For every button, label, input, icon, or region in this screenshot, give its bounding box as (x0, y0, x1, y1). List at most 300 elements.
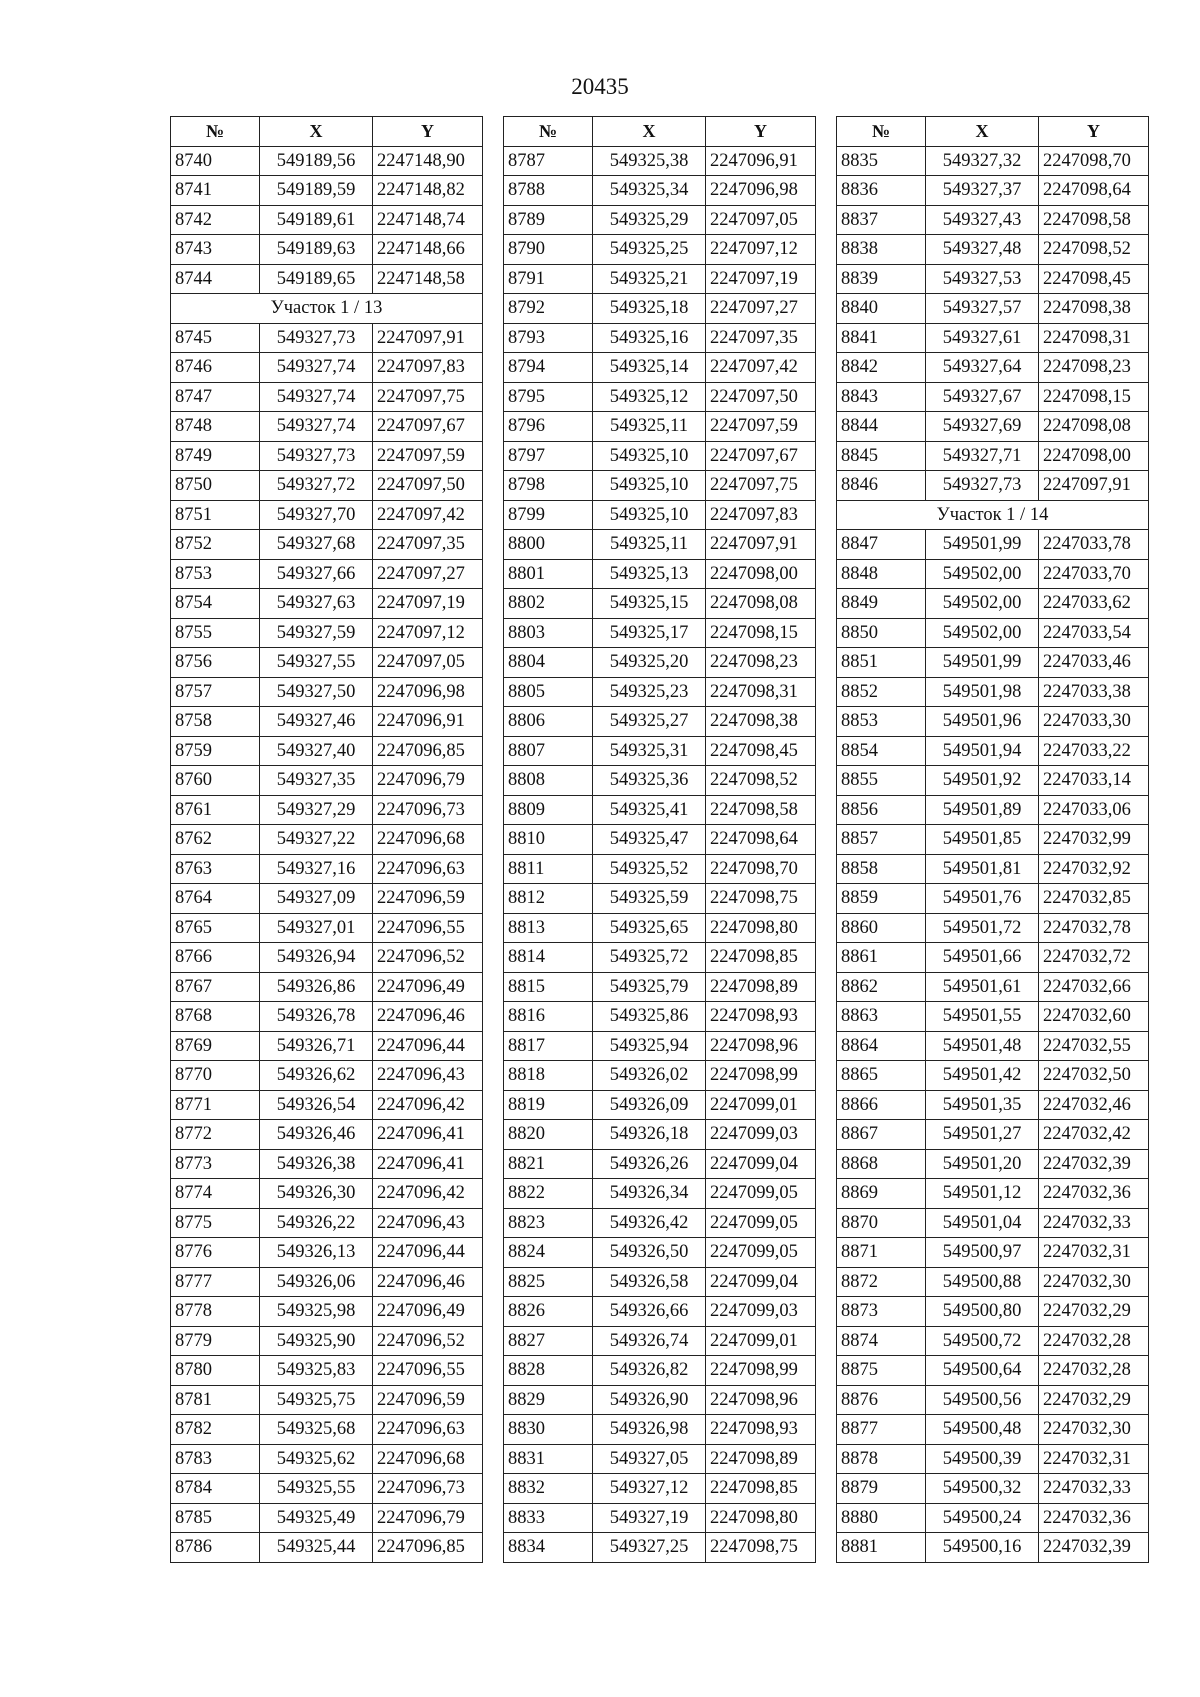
x-coordinate: 549325,12 (593, 382, 706, 412)
x-coordinate: 549325,90 (260, 1326, 373, 1356)
point-number: 8855 (837, 766, 926, 796)
x-coordinate: 549502,00 (926, 589, 1039, 619)
point-number: 8860 (837, 913, 926, 943)
x-coordinate: 549501,76 (926, 884, 1039, 914)
y-coordinate: 2247096,91 (373, 707, 483, 737)
table-row (504, 530, 816, 560)
y-coordinate: 2247032,33 (1039, 1474, 1149, 1504)
point-number: 8844 (837, 412, 926, 442)
table-row (504, 1356, 816, 1386)
table-row (171, 441, 483, 471)
table-row (837, 205, 1149, 235)
y-coordinate: 2247098,75 (706, 884, 816, 914)
table-row (837, 1356, 1149, 1386)
x-coordinate: 549327,67 (926, 382, 1039, 412)
x-coordinate: 549327,48 (926, 235, 1039, 265)
point-number: 8770 (171, 1061, 260, 1091)
table-row (171, 677, 483, 707)
x-coordinate: 549501,04 (926, 1208, 1039, 1238)
y-coordinate: 2247098,80 (706, 1503, 816, 1533)
table-row (837, 559, 1149, 589)
x-coordinate: 549325,59 (593, 884, 706, 914)
x-coordinate: 549501,72 (926, 913, 1039, 943)
header-x: X (260, 117, 373, 147)
point-number: 8816 (504, 1002, 593, 1032)
table-row (504, 884, 816, 914)
y-coordinate: 2247032,92 (1039, 854, 1149, 884)
y-coordinate: 2247099,03 (706, 1297, 816, 1327)
table-row (171, 1415, 483, 1445)
point-number: 8798 (504, 471, 593, 501)
point-number: 8759 (171, 736, 260, 766)
point-number: 8775 (171, 1208, 260, 1238)
table-row (504, 353, 816, 383)
point-number: 8742 (171, 205, 260, 235)
y-coordinate: 2247097,67 (373, 412, 483, 442)
point-number: 8869 (837, 1179, 926, 1209)
y-coordinate: 2247098,99 (706, 1061, 816, 1091)
point-number: 8782 (171, 1415, 260, 1445)
x-coordinate: 549189,56 (260, 146, 373, 176)
x-coordinate: 549502,00 (926, 618, 1039, 648)
y-coordinate: 2247096,79 (373, 1503, 483, 1533)
x-coordinate: 549326,50 (593, 1238, 706, 1268)
table-row (837, 618, 1149, 648)
point-number: 8833 (504, 1503, 593, 1533)
point-number: 8781 (171, 1385, 260, 1415)
x-coordinate: 549327,29 (260, 795, 373, 825)
y-coordinate: 2247098,00 (706, 559, 816, 589)
point-number: 8774 (171, 1179, 260, 1209)
point-number: 8753 (171, 559, 260, 589)
y-coordinate: 2247099,05 (706, 1238, 816, 1268)
y-coordinate: 2247097,35 (373, 530, 483, 560)
point-number: 8755 (171, 618, 260, 648)
x-coordinate: 549325,36 (593, 766, 706, 796)
point-number: 8777 (171, 1267, 260, 1297)
y-coordinate: 2247033,14 (1039, 766, 1149, 796)
y-coordinate: 2247032,31 (1039, 1444, 1149, 1474)
x-coordinate: 549326,09 (593, 1090, 706, 1120)
x-coordinate: 549325,20 (593, 648, 706, 678)
point-number: 8741 (171, 176, 260, 206)
x-coordinate: 549326,54 (260, 1090, 373, 1120)
point-number: 8802 (504, 589, 593, 619)
table-row (504, 913, 816, 943)
table-row (837, 1297, 1149, 1327)
point-number: 8839 (837, 264, 926, 294)
y-coordinate: 2247098,15 (706, 618, 816, 648)
x-coordinate: 549326,22 (260, 1208, 373, 1238)
x-coordinate: 549327,68 (260, 530, 373, 560)
y-coordinate: 2247032,78 (1039, 913, 1149, 943)
point-number: 8831 (504, 1444, 593, 1474)
point-number: 8764 (171, 884, 260, 914)
y-coordinate: 2247098,93 (706, 1002, 816, 1032)
point-number: 8827 (504, 1326, 593, 1356)
y-coordinate: 2247098,96 (706, 1385, 816, 1415)
table-row (837, 1444, 1149, 1474)
point-number: 8819 (504, 1090, 593, 1120)
y-coordinate: 2247096,43 (373, 1208, 483, 1238)
x-coordinate: 549326,38 (260, 1149, 373, 1179)
x-coordinate: 549327,63 (260, 589, 373, 619)
point-number: 8861 (837, 943, 926, 973)
table-row (171, 1533, 483, 1563)
point-number: 8820 (504, 1120, 593, 1150)
y-coordinate: 2247099,01 (706, 1326, 816, 1356)
y-coordinate: 2247032,30 (1039, 1415, 1149, 1445)
x-coordinate: 549326,34 (593, 1179, 706, 1209)
table-row (837, 235, 1149, 265)
x-coordinate: 549327,25 (593, 1533, 706, 1563)
x-coordinate: 549327,57 (926, 294, 1039, 324)
y-coordinate: 2247096,43 (373, 1061, 483, 1091)
point-number: 8823 (504, 1208, 593, 1238)
x-coordinate: 549326,62 (260, 1061, 373, 1091)
table-row (171, 854, 483, 884)
y-coordinate: 2247097,12 (373, 618, 483, 648)
x-coordinate: 549189,63 (260, 235, 373, 265)
y-coordinate: 2247032,36 (1039, 1179, 1149, 1209)
x-coordinate: 549501,66 (926, 943, 1039, 973)
y-coordinate: 2247033,46 (1039, 648, 1149, 678)
table-row (837, 353, 1149, 383)
table-row (837, 530, 1149, 560)
x-coordinate: 549327,61 (926, 323, 1039, 353)
y-coordinate: 2247097,50 (706, 382, 816, 412)
point-number: 8850 (837, 618, 926, 648)
y-coordinate: 2247097,19 (706, 264, 816, 294)
y-coordinate: 2247096,59 (373, 884, 483, 914)
x-coordinate: 549500,80 (926, 1297, 1039, 1327)
y-coordinate: 2247032,66 (1039, 972, 1149, 1002)
y-coordinate: 2247099,04 (706, 1267, 816, 1297)
point-number: 8811 (504, 854, 593, 884)
point-number: 8795 (504, 382, 593, 412)
table-row (171, 884, 483, 914)
y-coordinate: 2247097,75 (373, 382, 483, 412)
table-row (837, 1474, 1149, 1504)
table-row (504, 1120, 816, 1150)
y-coordinate: 2247033,54 (1039, 618, 1149, 648)
table-row (837, 176, 1149, 206)
table-row (171, 205, 483, 235)
point-number: 8878 (837, 1444, 926, 1474)
point-number: 8756 (171, 648, 260, 678)
table-row (171, 1267, 483, 1297)
y-coordinate: 2247096,41 (373, 1120, 483, 1150)
x-coordinate: 549501,98 (926, 677, 1039, 707)
y-coordinate: 2247097,12 (706, 235, 816, 265)
point-number: 8771 (171, 1090, 260, 1120)
x-coordinate: 549501,48 (926, 1031, 1039, 1061)
y-coordinate: 2247032,99 (1039, 825, 1149, 855)
x-coordinate: 549325,47 (593, 825, 706, 855)
x-coordinate: 549326,78 (260, 1002, 373, 1032)
table-row (504, 412, 816, 442)
x-coordinate: 549501,27 (926, 1120, 1039, 1150)
point-number: 8875 (837, 1356, 926, 1386)
x-coordinate: 549326,30 (260, 1179, 373, 1209)
table-row (171, 559, 483, 589)
point-number: 8776 (171, 1238, 260, 1268)
table-row (837, 766, 1149, 796)
point-number: 8760 (171, 766, 260, 796)
x-coordinate: 549501,99 (926, 530, 1039, 560)
y-coordinate: 2247033,62 (1039, 589, 1149, 619)
y-coordinate: 2247097,50 (373, 471, 483, 501)
y-coordinate: 2247096,68 (373, 825, 483, 855)
y-coordinate: 2247096,63 (373, 1415, 483, 1445)
point-number: 8873 (837, 1297, 926, 1327)
table-row (504, 1415, 816, 1445)
y-coordinate: 2247096,79 (373, 766, 483, 796)
table-row (837, 1179, 1149, 1209)
y-coordinate: 2247096,98 (706, 176, 816, 206)
x-coordinate: 549327,01 (260, 913, 373, 943)
point-number: 8841 (837, 323, 926, 353)
y-coordinate: 2247097,35 (706, 323, 816, 353)
point-number: 8790 (504, 235, 593, 265)
table-row (171, 146, 483, 176)
point-number: 8817 (504, 1031, 593, 1061)
table-row (504, 471, 816, 501)
table-row (837, 441, 1149, 471)
y-coordinate: 2247097,05 (373, 648, 483, 678)
y-coordinate: 2247032,85 (1039, 884, 1149, 914)
x-coordinate: 549326,71 (260, 1031, 373, 1061)
table-row (504, 1267, 816, 1297)
y-coordinate: 2247098,38 (1039, 294, 1149, 324)
y-coordinate: 2247098,31 (706, 677, 816, 707)
x-coordinate: 549326,42 (593, 1208, 706, 1238)
x-coordinate: 549501,85 (926, 825, 1039, 855)
x-coordinate: 549326,90 (593, 1385, 706, 1415)
point-number: 8748 (171, 412, 260, 442)
table-row (504, 323, 816, 353)
x-coordinate: 549500,24 (926, 1503, 1039, 1533)
point-number: 8847 (837, 530, 926, 560)
x-coordinate: 549326,06 (260, 1267, 373, 1297)
point-number: 8750 (171, 471, 260, 501)
x-coordinate: 549325,38 (593, 146, 706, 176)
x-coordinate: 549327,69 (926, 412, 1039, 442)
y-coordinate: 2247032,33 (1039, 1208, 1149, 1238)
point-number: 8877 (837, 1415, 926, 1445)
x-coordinate: 549325,65 (593, 913, 706, 943)
x-coordinate: 549325,16 (593, 323, 706, 353)
table-row (837, 264, 1149, 294)
point-number: 8785 (171, 1503, 260, 1533)
x-coordinate: 549326,98 (593, 1415, 706, 1445)
table-row (171, 795, 483, 825)
x-coordinate: 549327,35 (260, 766, 373, 796)
table-row (504, 176, 816, 206)
coordinates-table-2 (503, 116, 816, 1563)
point-number: 8818 (504, 1061, 593, 1091)
point-number: 8807 (504, 736, 593, 766)
x-coordinate: 549327,53 (926, 264, 1039, 294)
x-coordinate: 549327,73 (260, 323, 373, 353)
x-coordinate: 549326,46 (260, 1120, 373, 1150)
x-coordinate: 549326,02 (593, 1061, 706, 1091)
x-coordinate: 549327,09 (260, 884, 373, 914)
y-coordinate: 2247098,64 (706, 825, 816, 855)
point-number: 8867 (837, 1120, 926, 1150)
header-y: Y (373, 117, 483, 147)
point-number: 8761 (171, 795, 260, 825)
x-coordinate: 549189,61 (260, 205, 373, 235)
point-number: 8824 (504, 1238, 593, 1268)
y-coordinate: 2247098,85 (706, 1474, 816, 1504)
section-header-row (837, 500, 1149, 530)
y-coordinate: 2247097,05 (706, 205, 816, 235)
point-number: 8815 (504, 972, 593, 1002)
table-row (837, 382, 1149, 412)
y-coordinate: 2247096,49 (373, 1297, 483, 1327)
table-row (504, 1179, 816, 1209)
point-number: 8801 (504, 559, 593, 589)
x-coordinate: 549327,74 (260, 382, 373, 412)
table-row (171, 1238, 483, 1268)
table-row (837, 1503, 1149, 1533)
point-number: 8821 (504, 1149, 593, 1179)
x-coordinate: 549327,72 (260, 471, 373, 501)
x-coordinate: 549502,00 (926, 559, 1039, 589)
y-coordinate: 2247148,74 (373, 205, 483, 235)
table-row (171, 1061, 483, 1091)
x-coordinate: 549325,18 (593, 294, 706, 324)
y-coordinate: 2247097,75 (706, 471, 816, 501)
y-coordinate: 2247097,27 (373, 559, 483, 589)
point-number: 8874 (837, 1326, 926, 1356)
y-coordinate: 2247096,85 (373, 736, 483, 766)
table-row (504, 1385, 816, 1415)
point-number: 8809 (504, 795, 593, 825)
y-coordinate: 2247098,00 (1039, 441, 1149, 471)
table-row (837, 294, 1149, 324)
table-row (171, 530, 483, 560)
point-number: 8854 (837, 736, 926, 766)
y-coordinate: 2247097,91 (1039, 471, 1149, 501)
x-coordinate: 549326,86 (260, 972, 373, 1002)
y-coordinate: 2247098,15 (1039, 382, 1149, 412)
point-number: 8747 (171, 382, 260, 412)
table-row (837, 1061, 1149, 1091)
table-row (837, 1090, 1149, 1120)
table-row (837, 1238, 1149, 1268)
table-row (171, 1474, 483, 1504)
point-number: 8806 (504, 707, 593, 737)
x-coordinate: 549501,12 (926, 1179, 1039, 1209)
y-coordinate: 2247097,27 (706, 294, 816, 324)
x-coordinate: 549327,16 (260, 854, 373, 884)
x-coordinate: 549327,64 (926, 353, 1039, 383)
y-coordinate: 2247096,68 (373, 1444, 483, 1474)
y-coordinate: 2247098,89 (706, 972, 816, 1002)
table-row (171, 471, 483, 501)
table-row (837, 677, 1149, 707)
table-row (171, 766, 483, 796)
table-row (504, 1326, 816, 1356)
table-row (504, 943, 816, 973)
point-number: 8808 (504, 766, 593, 796)
x-coordinate: 549325,13 (593, 559, 706, 589)
point-number: 8853 (837, 707, 926, 737)
y-coordinate: 2247098,52 (706, 766, 816, 796)
y-coordinate: 2247098,23 (706, 648, 816, 678)
y-coordinate: 2247033,38 (1039, 677, 1149, 707)
table-row (504, 618, 816, 648)
x-coordinate: 549327,73 (260, 441, 373, 471)
header-number: № (837, 117, 926, 147)
point-number: 8862 (837, 972, 926, 1002)
x-coordinate: 549500,56 (926, 1385, 1039, 1415)
point-number: 8835 (837, 146, 926, 176)
table-row (837, 146, 1149, 176)
point-number: 8872 (837, 1267, 926, 1297)
x-coordinate: 549327,50 (260, 677, 373, 707)
x-coordinate: 549325,79 (593, 972, 706, 1002)
table-row (504, 707, 816, 737)
point-number: 8845 (837, 441, 926, 471)
y-coordinate: 2247097,91 (706, 530, 816, 560)
x-coordinate: 549325,11 (593, 530, 706, 560)
point-number: 8868 (837, 1149, 926, 1179)
table-row (171, 1444, 483, 1474)
table-row (837, 323, 1149, 353)
y-coordinate: 2247099,01 (706, 1090, 816, 1120)
table-row (504, 589, 816, 619)
point-number: 8881 (837, 1533, 926, 1563)
point-number: 8822 (504, 1179, 593, 1209)
table-row (837, 913, 1149, 943)
x-coordinate: 549326,26 (593, 1149, 706, 1179)
y-coordinate: 2247032,29 (1039, 1297, 1149, 1327)
y-coordinate: 2247096,42 (373, 1179, 483, 1209)
x-coordinate: 549325,25 (593, 235, 706, 265)
x-coordinate: 549189,65 (260, 264, 373, 294)
table-row (171, 1208, 483, 1238)
header-x: X (593, 117, 706, 147)
point-number: 8826 (504, 1297, 593, 1327)
table-row (504, 1208, 816, 1238)
y-coordinate: 2247098,38 (706, 707, 816, 737)
table-row (171, 1149, 483, 1179)
table-row (504, 795, 816, 825)
y-coordinate: 2247097,67 (706, 441, 816, 471)
header-y: Y (706, 117, 816, 147)
y-coordinate: 2247032,31 (1039, 1238, 1149, 1268)
y-coordinate: 2247032,42 (1039, 1120, 1149, 1150)
y-coordinate: 2247032,39 (1039, 1533, 1149, 1563)
table-row (837, 589, 1149, 619)
y-coordinate: 2247098,58 (706, 795, 816, 825)
table-row (504, 648, 816, 678)
table-row (837, 972, 1149, 1002)
y-coordinate: 2247096,49 (373, 972, 483, 1002)
section-title: Участок 1 / 14 (837, 500, 1149, 530)
y-coordinate: 2247032,28 (1039, 1356, 1149, 1386)
x-coordinate: 549501,89 (926, 795, 1039, 825)
y-coordinate: 2247098,08 (706, 589, 816, 619)
point-number: 8863 (837, 1002, 926, 1032)
x-coordinate: 549500,64 (926, 1356, 1039, 1386)
table-row (504, 1238, 816, 1268)
point-number: 8793 (504, 323, 593, 353)
page-number: 20435 (571, 74, 629, 99)
